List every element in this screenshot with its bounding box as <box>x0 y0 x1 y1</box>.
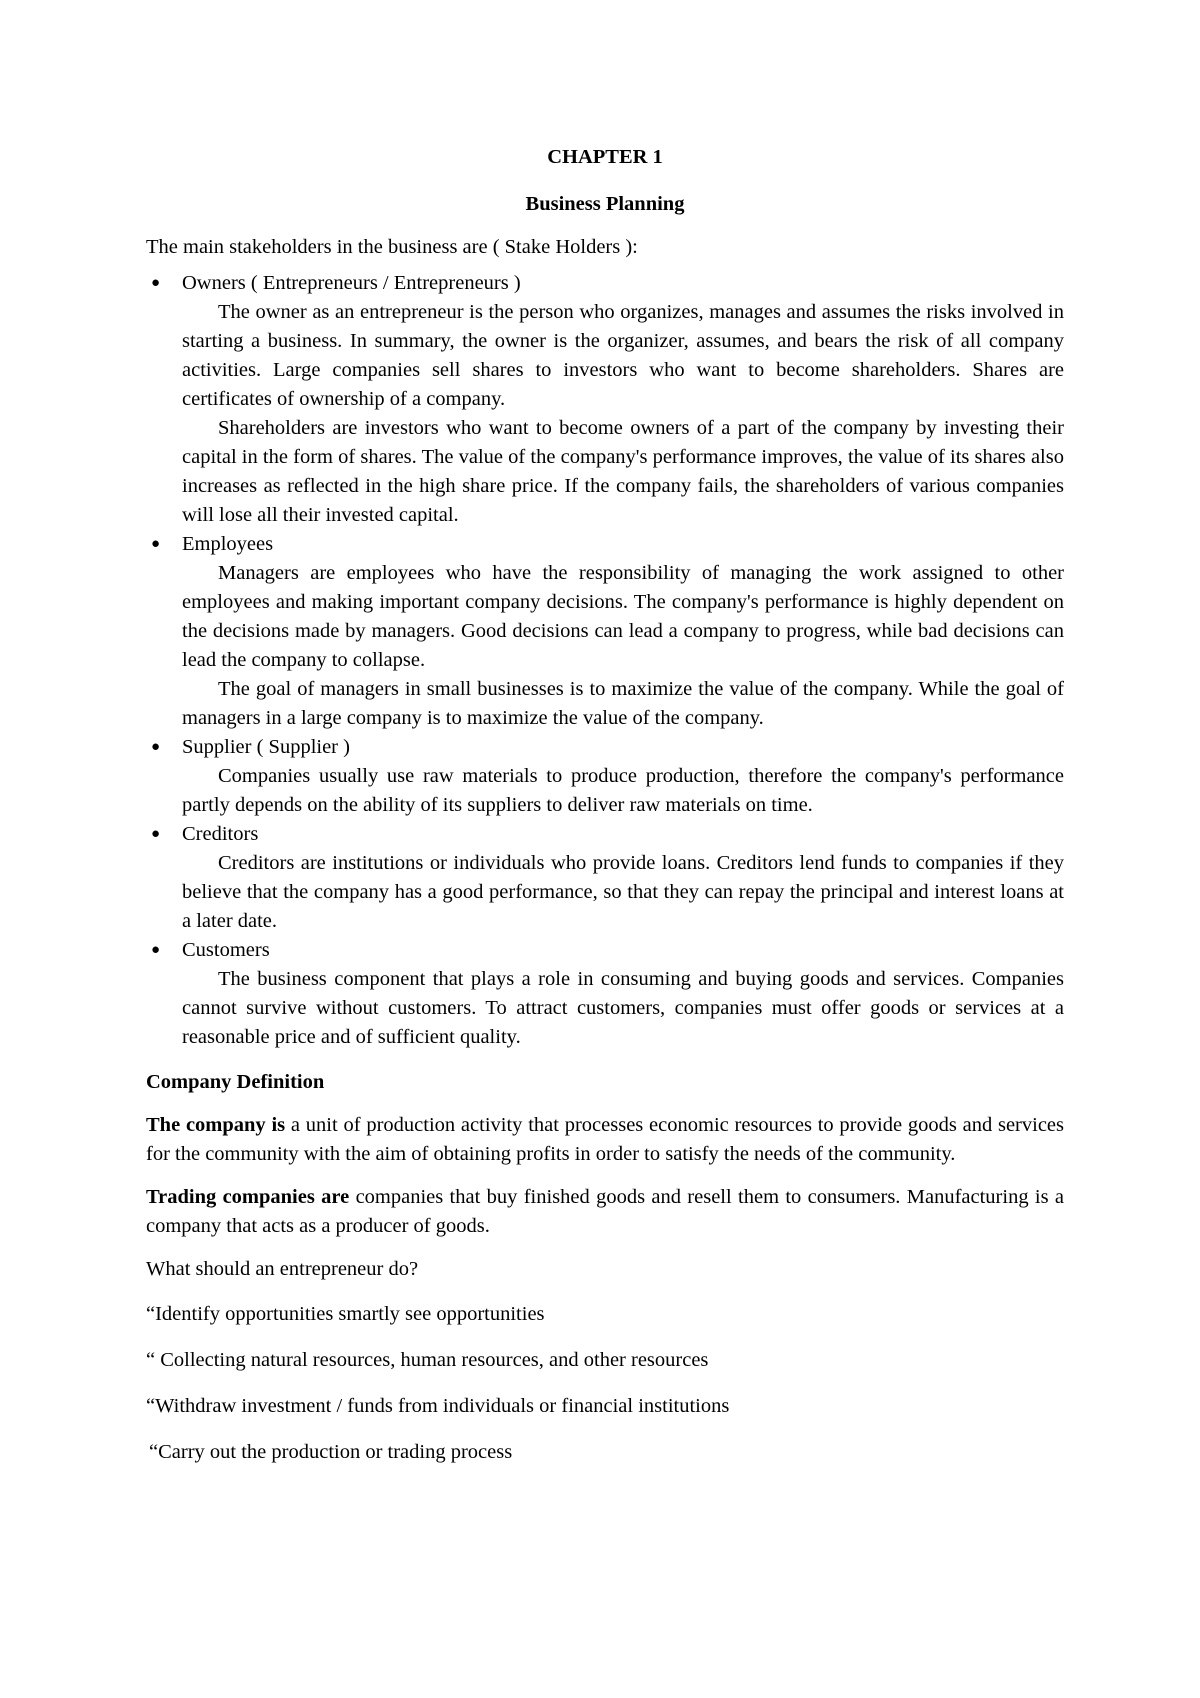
list-item-owners <box>146 269 1064 530</box>
paragraph: The owner as an entrepreneur is the person who organizes, manages and assumes the risks involved in starting a business. In summary, the owner is the organizer, assumes, and bears the risk of all company activities. Large companies sell shares to investors who want to become shareholders. Shares are certificates of ownership of a company. <box>182 301 1064 410</box>
list-item-supplier <box>146 733 1064 820</box>
item-title: Employees <box>182 533 274 555</box>
paragraph: Companies usually use raw materials to produce production, therefore the company's performance partly depends on the ability of its suppliers to deliver raw materials on time. <box>182 765 1064 816</box>
paragraph: Creditors are institutions or individuals who provide loans. Creditors lend funds to companies if they believe that the company has a good performance, so that they can repay the principal and interest loans at a later date. <box>182 852 1064 932</box>
trading-definition-text: companies that buy finished goods and resell them to consumers. Manufacturing is a company that acts as a producer of goods. <box>146 1186 1064 1237</box>
paragraph: Managers are employees who have the responsibility of managing the work assigned to other employees and making important company decisions. The company's performance is highly dependent on the decisions made by managers. Good decisions can lead a company to progress, while bad decisions can lead the company to collapse. <box>182 562 1064 671</box>
company-term: The company is <box>146 1114 286 1136</box>
item-title: Customers <box>182 939 270 961</box>
company-definition-text: a unit of production activity that processes economic resources to provide goods and services for the community with the aim of obtaining profits in order to satisfy the needs of the community. <box>146 1114 1064 1165</box>
chapter-heading: CHAPTER 1 <box>547 146 663 168</box>
bullet-icon: ● <box>151 739 161 755</box>
task-line: “Withdraw investment / funds from individuals or financial institutions <box>146 1395 730 1417</box>
paragraph: The business component that plays a role in consuming and buying goods and services. Companies cannot survive without customers. To attract customers, companies must offer goods or services at a reasonable price and of sufficient quality. <box>182 968 1064 1048</box>
bullet-icon: ● <box>151 275 161 291</box>
task-line: “ Collecting natural resources, human resources, and other resources <box>146 1349 709 1371</box>
question-text: What should an entrepreneur do? <box>146 1258 419 1280</box>
bullet-icon: ● <box>151 536 161 552</box>
item-title: Creditors <box>182 823 259 845</box>
task-line: “Carry out the production or trading process <box>149 1441 513 1463</box>
bullet-icon: ● <box>151 826 161 842</box>
item-title: Owners ( Entrepreneurs / Entrepreneurs ) <box>182 272 521 294</box>
paragraph: Shareholders are investors who want to become owners of a part of the company by investing their capital in the form of shares. The value of the company's performance improves, the value of its shares also increases as reflected in the high share price. If the company fails, the shareholders of various companies will lose all their invested capital. <box>182 417 1064 526</box>
bullet-icon: ● <box>151 942 161 958</box>
list-item-customers <box>146 936 1064 1052</box>
item-title: Supplier ( Supplier ) <box>182 736 350 758</box>
company-definition-paragraph <box>146 1111 1064 1169</box>
list-item-creditors <box>146 820 1064 936</box>
trading-term: Trading companies are <box>146 1186 350 1208</box>
page-title: Business Planning <box>525 193 685 215</box>
document-page <box>146 140 1064 1484</box>
stakeholder-list <box>146 269 1064 1052</box>
intro-text: The main stakeholders in the business are ( Stake Holders ): <box>146 236 638 258</box>
paragraph: The goal of managers in small businesses is to maximize the value of the company. While the goal of managers in a large company is to maximize the value of the company. <box>182 678 1064 729</box>
list-item-employees <box>146 530 1064 733</box>
company-definition-heading: Company Definition <box>146 1071 325 1093</box>
task-line: “Identify opportunities smartly see opportunities <box>146 1303 545 1325</box>
trading-definition-paragraph <box>146 1183 1064 1241</box>
